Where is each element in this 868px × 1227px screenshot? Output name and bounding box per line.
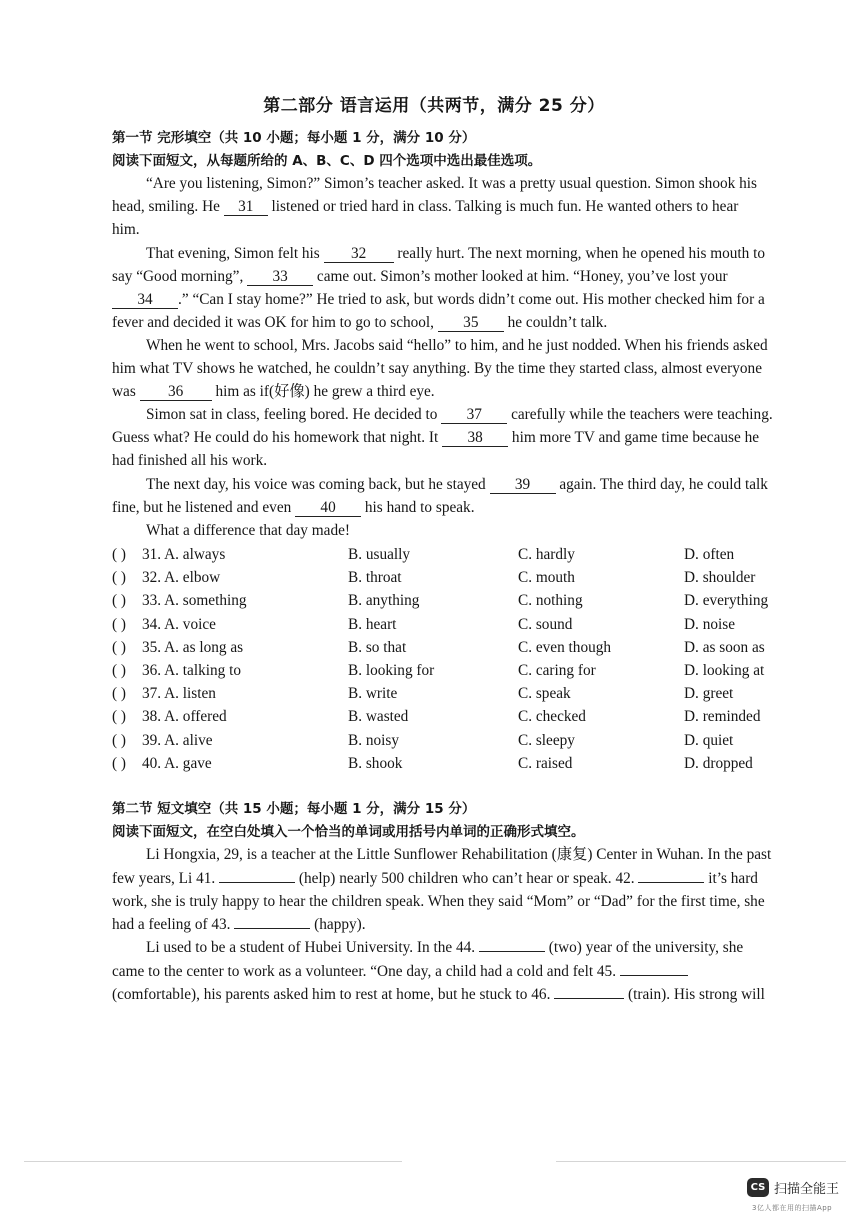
passage1-line: Guess what? He could do his homework that night. It 38 him more TV and game time because he bbox=[112, 429, 760, 446]
passage2-line: few years, Li 41. (help) nearly 500 children who can’t hear or speak. 42. it’s hard bbox=[112, 870, 758, 887]
blank-46[interactable] bbox=[554, 998, 624, 999]
passage1-line: The next day, his voice was coming back, but he stayed 39 again. The third day, he could talk bbox=[146, 476, 768, 493]
option-a[interactable]: 36. A. talking to bbox=[142, 662, 242, 679]
option-c[interactable]: C. caring for bbox=[518, 662, 596, 679]
option-c[interactable]: C. sound bbox=[518, 616, 573, 633]
passage1-line: 34 .” “Can I stay home?” He tried to ask, but words didn’t come out. His mother checked him for a bbox=[112, 290, 765, 310]
option-c[interactable]: C. even though bbox=[518, 639, 612, 656]
option-d[interactable]: D. reminded bbox=[684, 708, 761, 725]
answer-bracket[interactable]: ( ) bbox=[112, 592, 127, 609]
option-d[interactable]: D. dropped bbox=[684, 755, 753, 772]
passage1-line: “Are you listening, Simon?” Simon’s teacher asked. It was a pretty usual question. Simon shook his bbox=[146, 175, 757, 192]
blank-34[interactable]: 34 bbox=[112, 292, 178, 309]
answer-bracket[interactable]: ( ) bbox=[112, 755, 127, 772]
option-c[interactable]: C. nothing bbox=[518, 592, 583, 609]
blank-43[interactable] bbox=[234, 928, 310, 929]
answer-bracket[interactable]: ( ) bbox=[112, 662, 127, 679]
option-row bbox=[112, 707, 832, 727]
passage1-line: What a difference that day made! bbox=[146, 522, 350, 539]
option-row bbox=[112, 568, 832, 588]
option-d[interactable]: D. greet bbox=[684, 685, 734, 702]
section1-heading: 第一节 完形填空（共 10 小题；每小题 1 分，满分 10 分） bbox=[112, 130, 476, 146]
option-b[interactable]: B. shook bbox=[348, 755, 403, 772]
option-row bbox=[112, 591, 832, 611]
option-d[interactable]: D. noise bbox=[684, 616, 735, 633]
option-d[interactable]: D. as soon as bbox=[684, 639, 765, 656]
option-a[interactable]: 39. A. alive bbox=[142, 732, 213, 749]
blank-35[interactable]: 35 bbox=[438, 315, 504, 332]
passage1-line: him. bbox=[112, 221, 140, 238]
cs-badge-icon: CS bbox=[747, 1178, 769, 1197]
passage1-line: head, smiling. He 31 listened or tried hard in class. Talking is much fun. He wanted others to hear bbox=[112, 198, 739, 215]
option-row bbox=[112, 754, 832, 774]
option-a[interactable]: 31. A. always bbox=[142, 546, 226, 563]
footer-divider bbox=[556, 1161, 846, 1162]
option-a[interactable]: 40. A. gave bbox=[142, 755, 212, 772]
passage2-line: (comfortable), his parents asked him to rest at home, but he stuck to 46. (train). His strong will bbox=[112, 986, 765, 1003]
option-c[interactable]: C. hardly bbox=[518, 546, 575, 563]
option-a[interactable]: 37. A. listen bbox=[142, 685, 216, 702]
passage2-line: Li used to be a student of Hubei University. In the 44. (two) year of the university, she bbox=[146, 939, 744, 956]
scanner-app-name: 扫描全能王 bbox=[774, 1182, 840, 1197]
option-d[interactable]: D. everything bbox=[684, 592, 769, 609]
answer-bracket[interactable]: ( ) bbox=[112, 685, 127, 702]
passage2-line: work, she is truly happy to hear the children speak. When they said “Mom” or “Dad” for the first time, she bbox=[112, 893, 765, 910]
passage1-line: was 36 him as if(好像) he grew a third eye. bbox=[112, 383, 435, 400]
section2-heading: 第二节 短文填空（共 15 小题；每小题 1 分，满分 15 分） bbox=[112, 801, 476, 817]
passage1-line: That evening, Simon felt his 32 really hurt. The next morning, when he opened his mouth to bbox=[146, 245, 766, 262]
answer-bracket[interactable]: ( ) bbox=[112, 639, 127, 656]
option-b[interactable]: B. heart bbox=[348, 616, 397, 633]
blank-36[interactable]: 36 bbox=[140, 384, 212, 401]
option-c[interactable]: C. raised bbox=[518, 755, 573, 772]
blank-32[interactable]: 32 bbox=[324, 246, 394, 263]
blank-42[interactable] bbox=[638, 882, 704, 883]
answer-bracket[interactable]: ( ) bbox=[112, 616, 127, 633]
option-a[interactable]: 35. A. as long as bbox=[142, 639, 244, 656]
blank-37[interactable]: 37 bbox=[441, 407, 507, 424]
part-title: 第二部分 语言运用（共两节，满分 25 分） bbox=[263, 96, 605, 116]
blank-39[interactable]: 39 bbox=[490, 477, 556, 494]
scanner-logo bbox=[747, 1178, 839, 1197]
option-b[interactable]: B. so that bbox=[348, 639, 407, 656]
option-c[interactable]: C. mouth bbox=[518, 569, 575, 586]
option-row bbox=[112, 661, 832, 681]
answer-bracket[interactable]: ( ) bbox=[112, 732, 127, 749]
blank-33[interactable]: 33 bbox=[247, 269, 313, 286]
blank-38[interactable]: 38 bbox=[442, 430, 508, 447]
option-b[interactable]: B. noisy bbox=[348, 732, 399, 749]
blank-44[interactable] bbox=[479, 951, 545, 952]
option-d[interactable]: D. quiet bbox=[684, 732, 734, 749]
passage1-line: had finished all his work. bbox=[112, 452, 268, 469]
option-d[interactable]: D. shoulder bbox=[684, 569, 756, 586]
section1-instruction: 阅读下面短文，从每题所给的 A、B、C、D 四个选项中选出最佳选项。 bbox=[112, 153, 542, 169]
option-c[interactable]: C. checked bbox=[518, 708, 586, 725]
passage1-line: him what TV shows he watched, he couldn’t say anything. By the time they started class, almost everyone bbox=[112, 360, 762, 377]
option-b[interactable]: B. throat bbox=[348, 569, 402, 586]
option-d[interactable]: D. often bbox=[684, 546, 735, 563]
option-b[interactable]: B. wasted bbox=[348, 708, 409, 725]
blank-41[interactable] bbox=[219, 882, 295, 883]
option-d[interactable]: D. looking at bbox=[684, 662, 765, 679]
option-a[interactable]: 33. A. something bbox=[142, 592, 247, 609]
answer-bracket[interactable]: ( ) bbox=[112, 569, 127, 586]
option-a[interactable]: 34. A. voice bbox=[142, 616, 216, 633]
option-b[interactable]: B. looking for bbox=[348, 662, 435, 679]
blank-31[interactable]: 31 bbox=[224, 199, 268, 216]
blank-40[interactable]: 40 bbox=[295, 500, 361, 517]
option-row bbox=[112, 731, 832, 751]
passage1-line: say “Good morning”, 33 came out. Simon’s mother looked at him. “Honey, you’ve lost your bbox=[112, 268, 728, 285]
option-row bbox=[112, 684, 832, 704]
option-row bbox=[112, 615, 832, 635]
option-a[interactable]: 38. A. offered bbox=[142, 708, 227, 725]
option-a[interactable]: 32. A. elbow bbox=[142, 569, 221, 586]
option-b[interactable]: B. write bbox=[348, 685, 398, 702]
footer-divider bbox=[24, 1161, 402, 1162]
section2-instruction: 阅读下面短文，在空白处填入一个恰当的单词或用括号内单词的正确形式填空。 bbox=[112, 824, 585, 840]
option-b[interactable]: B. usually bbox=[348, 546, 411, 563]
answer-bracket[interactable]: ( ) bbox=[112, 708, 127, 725]
passage2-line: Li Hongxia, 29, is a teacher at the Little Sunflower Rehabilitation (康复) Center in Wuhan. In the past bbox=[146, 846, 772, 863]
option-row bbox=[112, 638, 832, 658]
passage2-line: had a feeling of 43. (happy). bbox=[112, 916, 366, 933]
passage1-line: When he went to school, Mrs. Jacobs said “hello” to him, and he just nodded. When his friends asked bbox=[146, 337, 768, 354]
option-b[interactable]: B. anything bbox=[348, 592, 420, 609]
blank-45[interactable] bbox=[620, 975, 688, 976]
passage1-line: fever and decided it was OK for him to go to school, 35 he couldn’t talk. bbox=[112, 314, 608, 331]
option-c[interactable]: C. speak bbox=[518, 685, 571, 702]
passage1-line: fine, but he listened and even 40 his hand to speak. bbox=[112, 499, 475, 516]
option-c[interactable]: C. sleepy bbox=[518, 732, 575, 749]
passage2-line: came to the center to work as a volunteer. “One day, a child had a cold and felt 45. bbox=[112, 962, 688, 982]
scanner-tagline: 3亿人都在用的扫描App bbox=[752, 1204, 833, 1212]
passage1-line: Simon sat in class, feeling bored. He decided to 37 carefully while the teachers were teaching. bbox=[146, 406, 773, 423]
option-row bbox=[112, 545, 832, 565]
answer-bracket[interactable]: ( ) bbox=[112, 546, 127, 563]
